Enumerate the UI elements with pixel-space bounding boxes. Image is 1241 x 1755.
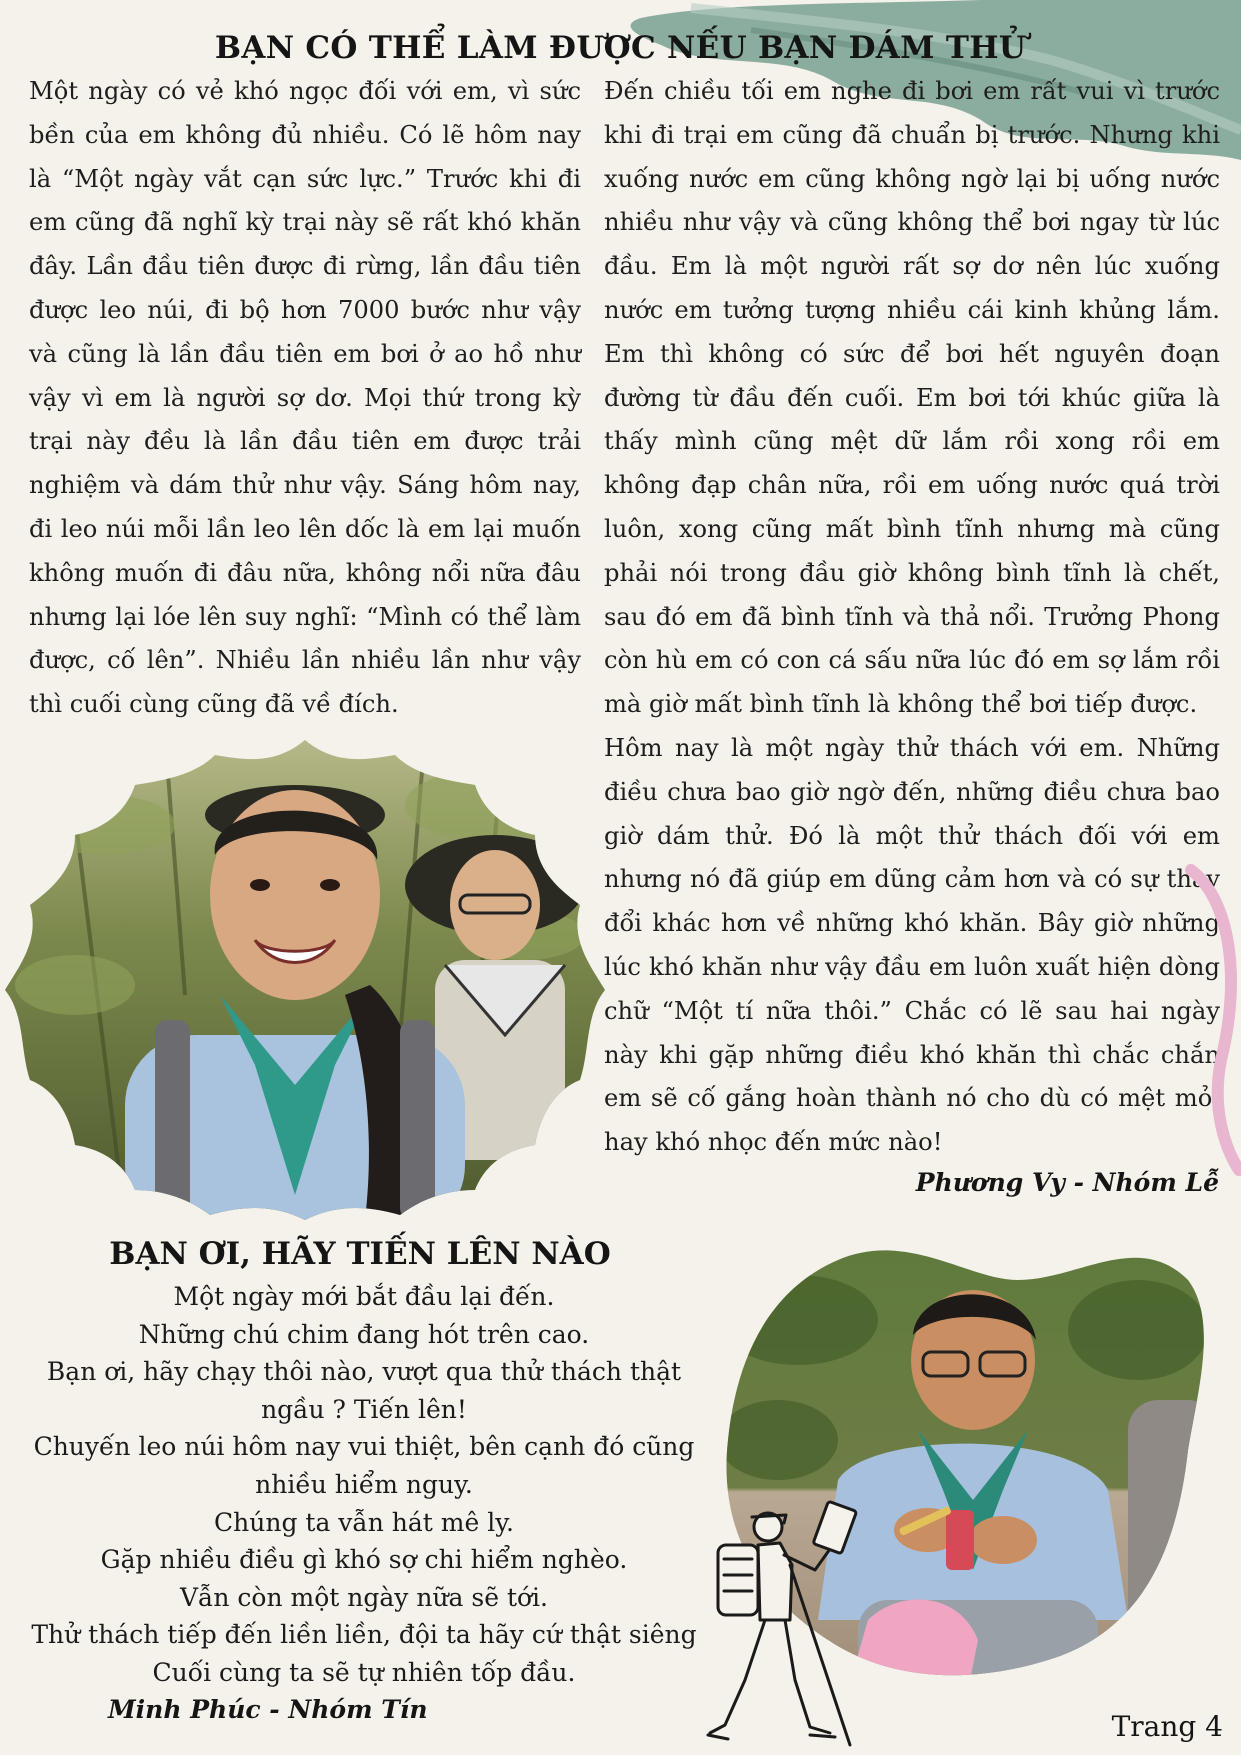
poem-line: Cuối cùng ta sẽ tự nhiên tốp đầu. xyxy=(152,1657,576,1687)
poem-line: Chúng ta vẫn hát mê ly. xyxy=(214,1507,514,1537)
article-left-column xyxy=(29,70,581,727)
poem-line: Những chú chim đang hót trên cao. xyxy=(138,1319,590,1349)
poem-line: Gặp nhiều điều gì khó sợ chi hiểm nghèo. xyxy=(100,1545,628,1575)
article-signature: Phương Vy - Nhóm Lễ xyxy=(915,1168,1219,1197)
poem-line: Vẫn còn một ngày nữa sẽ tới. xyxy=(179,1582,549,1612)
hiker-illustration-icon xyxy=(700,1495,870,1755)
poem-signature: Minh Phúc - Nhóm Tín xyxy=(108,1695,428,1724)
poem-line: nhiều hiểm nguy. xyxy=(255,1469,473,1499)
poem-line: Thử thách tiếp đến liền liền, đội ta hãy cứ thật siêng xyxy=(31,1620,697,1650)
article-title: BẠN CÓ THỂ LÀM ĐƯỢC NẾU BẠN DÁM THỬ xyxy=(214,30,1027,66)
poem-line: Một ngày mới bắt đầu lại đến. xyxy=(173,1282,555,1311)
poem-title: BẠN ƠI, HÃY TIẾN LÊN NÀO xyxy=(109,1236,611,1272)
article-left-paragraph: Một ngày có vẻ khó ngọc đối với em, vì sức bền của em không đủ nhiều. Có lẽ hôm nay là “Một ngày vắt cạn sức lực.” Trước khi đi em cũng đã nghĩ kỳ trại này sẽ rất khó khăn đây. Lần đầu tiên được đi rừng, lần đầu tiên được leo núi, đi bộ hơn 7000 bước như vậy và cũng là lần đầu tiên em bơi ở ao hồ như vậy vì em là người sợ dơ. Mọi thứ trong kỳ trại này đều là lần đầu tiên em được trải nghiệm và dám thử như vậy. Sáng hôm nay, đi leo núi mỗi lần leo lên dốc là em lại muốn không muốn đi đâu nữa, không nổi nữa đâu nhưng lại lóe lên suy nghĩ: “Mình có thể làm được, cố lên”. Nhiều lần nhiều lần như vậy thì cuối cùng cũng đã về đích. xyxy=(29,77,581,719)
smiling-scouts-photo xyxy=(5,735,605,1220)
poem-line: Chuyến leo núi hôm nay vui thiệt, bên cạnh đó cũng xyxy=(33,1432,695,1462)
page-number: Trang 4 xyxy=(1111,1710,1223,1743)
article-right-column xyxy=(604,70,1220,1165)
article-right-paragraph-1: Đến chiều tối em nghe đi bơi em rất vui vì trước khi đi trại em cũng đã chuẩn bị trước. Nhưng khi xuống nước em cũng không ngờ lại bị uống nước nhiều như vậy và cũng không thể bơi ngay từ lúc đầu. Em là một người rất sợ dơ nên lúc xuống nước em tưởng tượng nhiều cái kinh khủng lắm. Em thì không có sức để bơi hết nguyên đoạn đường từ đầu đến cuối. Em bơi tới khúc giữa là thấy mình cũng mệt dữ lắm rồi xong rồi em không đạp chân nữa, rồi em uống nước quá trời luôn, xong cũng mất bình tĩnh nhưng mà cũng phải nói trong đầu giờ không bình tĩnh là chết, sau đó em đã bình tĩnh và thả nổi. Trưởng Phong còn hù em có con cá sấu nữa lúc đó em sợ lắm rồi mà giờ mất bình tĩnh là không thể bơi tiếp được. xyxy=(604,77,1220,719)
pink-swirl-decoration xyxy=(1181,860,1241,1180)
article-right-paragraph-2: Hôm nay là một ngày thử thách với em. Những điều chưa bao giờ ngờ đến, những điều chưa bao giờ dám thử. Đó là một thử thách đối với em nhưng nó đã giúp em dũng cảm hơn và có sự thay đổi khác hơn về những khó khăn. Bây giờ những lúc khó khăn như vậy đầu em luôn xuất hiện dòng chữ “Một tí nữa thôi.” Chắc có lẽ sau hai ngày này khi gặp những điều khó khăn thì chắc chắn em sẽ cố gắng hoàn thành nó cho dù có mệt mỏi hay khó nhọc đến mức nào! xyxy=(604,733,1220,1157)
poem-body xyxy=(24,1278,704,1692)
poem-line: ngầu ? Tiến lên! xyxy=(261,1394,467,1424)
poem-line: Bạn ơi, hãy chạy thôi nào, vượt qua thử thách thật xyxy=(46,1357,682,1387)
